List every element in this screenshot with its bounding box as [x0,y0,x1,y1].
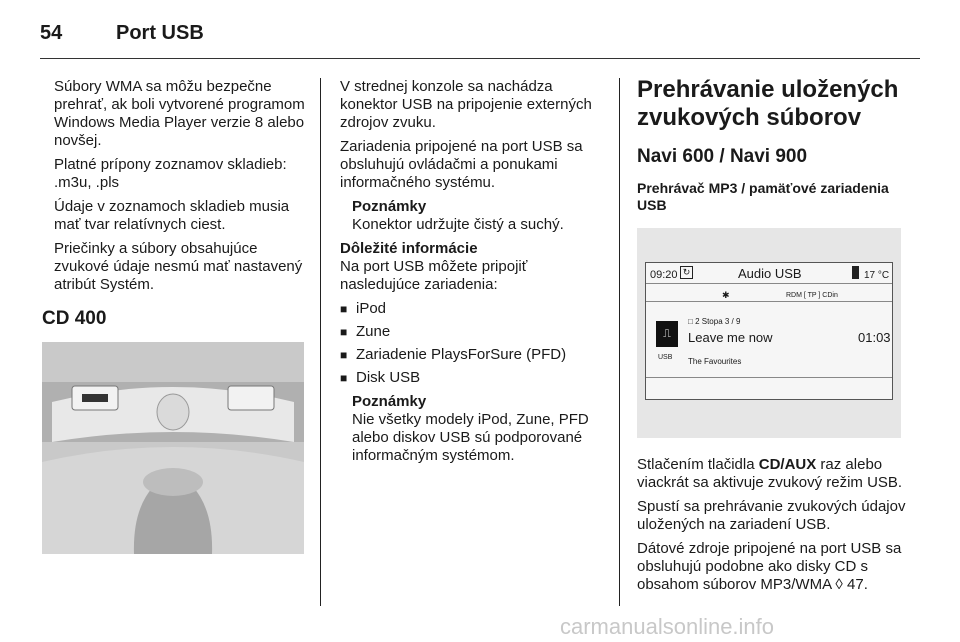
paragraph: Zariadenia pripojené na port USB sa obsluhujú ovládačmi a ponukami informačného systému. [340,138,583,191]
page-reference: 47. [847,576,868,593]
screen-temperature: 17 °C [864,270,890,281]
bullet-icon: ■ [340,371,348,385]
note-title: Poznámky [352,393,427,410]
device-list [340,300,606,387]
bullet-icon: ■ [340,325,348,339]
column-divider [320,78,321,606]
usb-icon: ⎍ [656,321,678,347]
phone-icon [852,266,859,279]
screen-status-bar [646,263,892,284]
note-block [340,393,606,465]
screen-flags-row [646,284,892,302]
list-item: ■ Zariadenie PlaysForSure (PFD) [340,346,567,363]
paragraph: Spustí sa prehrávanie zvukových údajov uložených na zariadení USB. [637,498,906,533]
paragraph: Priečinky a súbory obsahujúce zvukové údaje nesmú mať nastavený atribút Systém. [54,240,303,293]
paragraph: Stlačením tlačidla CD/AUX raz alebo viackrát sa aktivuje zvukový režim USB. [637,456,903,491]
subheading-navi: Navi 600 / Navi 900 [637,146,808,167]
note-title: Poznámky [352,198,427,215]
column-divider [619,78,620,606]
audio-screen-illustration [637,228,901,438]
song-artist: The Favourites [688,357,742,366]
page-header [40,18,920,58]
usb-label: USB [658,354,673,361]
screen-flags: RDM [ TP ] CDin [786,292,838,299]
paragraph: Údaje v zoznamoch skladieb musia mať tvar relatívnych ciest. [54,198,290,233]
audio-usb-screen [645,262,893,400]
note-text: Nie všetky modely iPod, Zune, PFD alebo diskov USB sú podporované informačným systémom. [352,411,589,464]
bluetooth-icon: ✱ [722,290,730,300]
usb-port-photo [42,342,304,554]
paragraph: Dátové zdroje pripojené na port USB sa obsluhujú podobne ako disky CD s obsahom súborov MP3/WMA ◊ 47. [637,540,902,593]
list-item: ■ iPod [340,300,387,317]
section-title: Port USB [116,22,204,44]
usb-console-illustration [42,342,304,554]
important-title: Dôležité informácie [340,240,478,257]
note-block [340,198,606,234]
screen-divider [646,377,892,378]
bullet-icon: ■ [340,348,348,362]
song-duration: 01:03 [858,330,891,345]
column-3 [637,78,909,600]
section-heading: Prehrávanie uložených zvukových súborov [637,76,899,131]
subheading-mp3: Prehrávač MP3 / pamäťové zariadenia USB [637,180,889,213]
folder-track-info: □ 2 Stopa 3 / 9 [688,317,741,326]
paragraph: Na port USB môžete pripojiť nasledujúce zariadenia: [340,258,528,293]
paragraph: V strednej konzole sa nachádza konektor USB na pripojenie externých zdrojov zvuku. [340,78,592,131]
paragraph: Súbory WMA sa môžu bezpečne prehrať, ak boli vytvorené programom Windows Media Player verzie 8 alebo novšej. [54,78,305,149]
paragraph: Platné prípony zoznamov skladieb: .m3u, .pls [54,156,287,191]
screen-title: Audio USB [738,266,802,281]
screen-time: 09:20 [650,269,678,281]
list-item: ■ Zune [340,323,391,340]
header-rule [40,58,920,59]
button-name: CD/AUX [758,456,817,473]
note-text: Konektor udržujte čistý a suchý. [352,216,564,233]
column-1 [42,78,308,554]
song-title: Leave me now [688,330,773,345]
watermark: carmanualsonline.info [560,614,775,639]
column-2 [340,78,606,465]
list-item: ■ Disk USB [340,369,421,386]
source-icon: ↻ [680,266,693,279]
heading-cd400: CD 400 [42,308,107,329]
bullet-icon: ■ [340,302,348,316]
page-number: 54 [40,22,63,44]
page-reference-icon: ◊ [835,576,848,593]
